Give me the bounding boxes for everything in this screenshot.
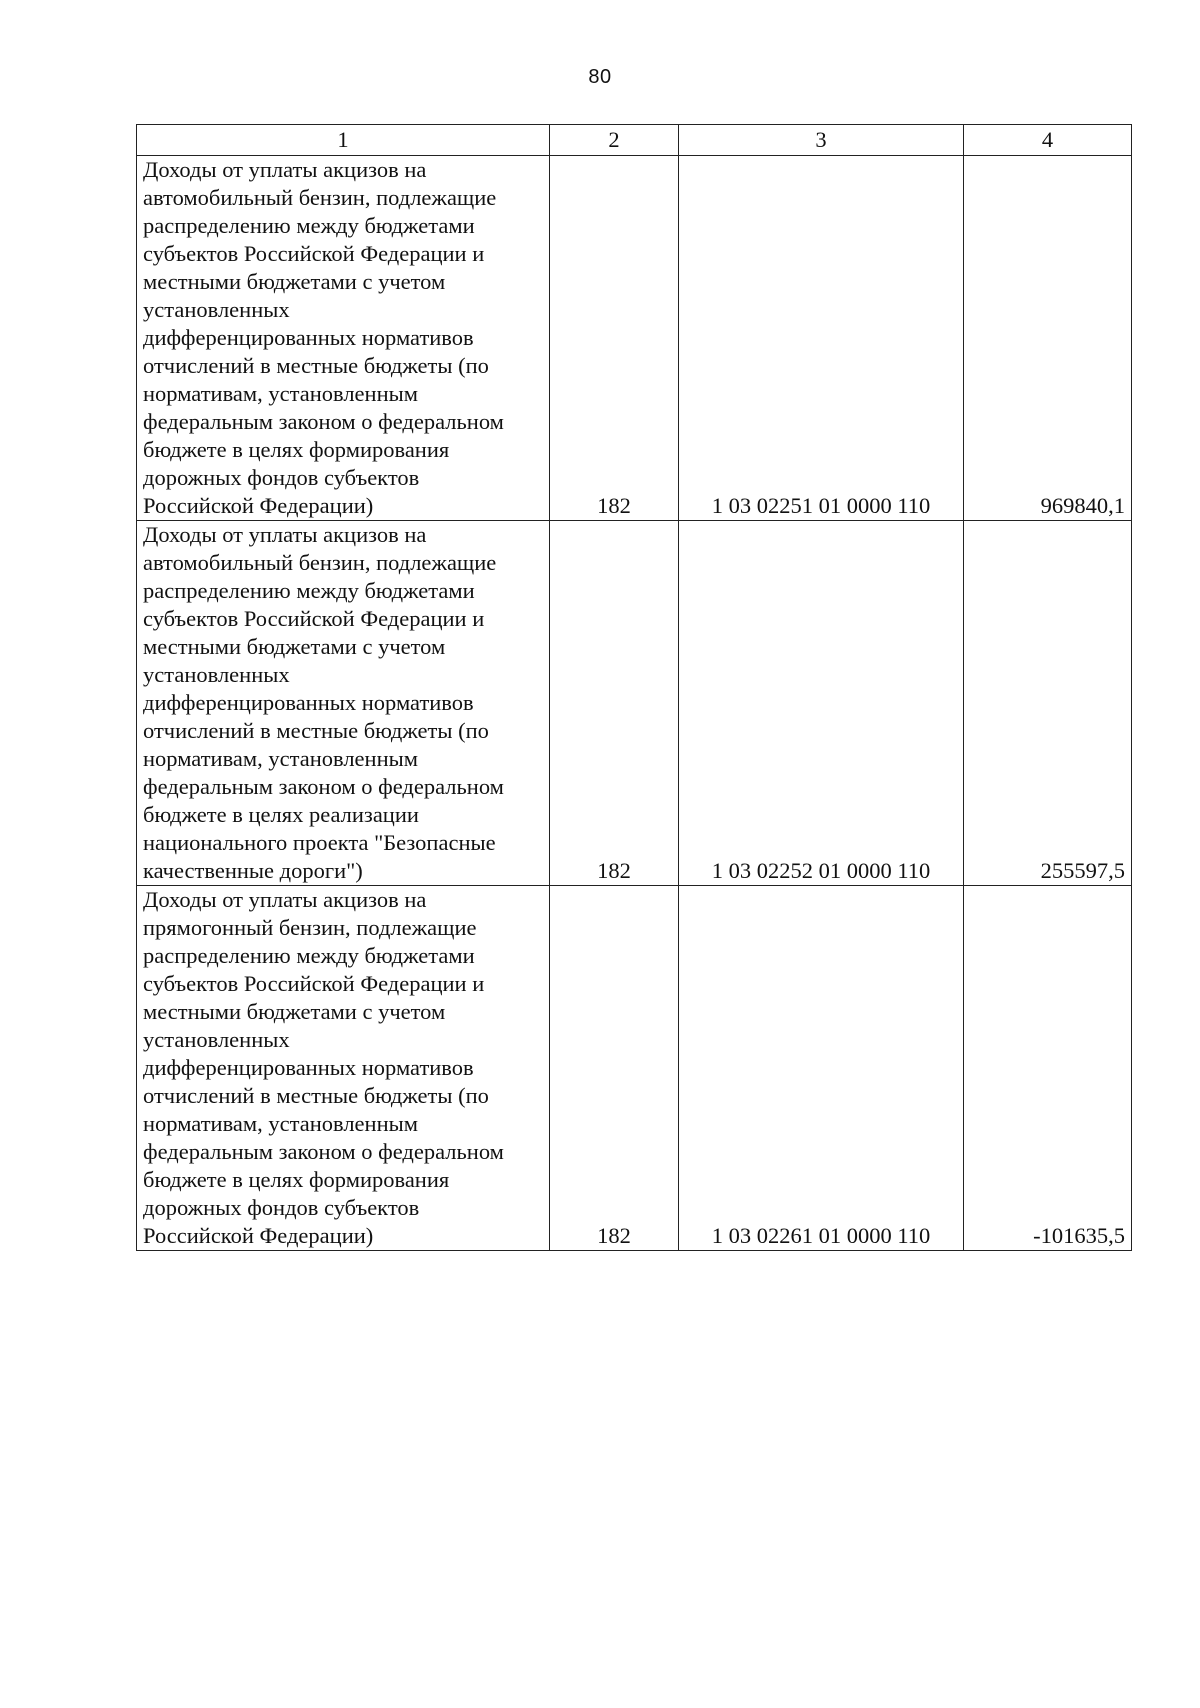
revenue-description bbox=[137, 886, 550, 1251]
table-row bbox=[137, 156, 1132, 521]
description-line: субъектов Российской Федерации и bbox=[143, 606, 485, 631]
description-line: дифференцированных нормативов bbox=[143, 690, 474, 715]
description-line: федеральным законом о федеральном bbox=[143, 774, 504, 799]
description-line: качественные дороги") bbox=[143, 858, 363, 883]
description-line: бюджете в целях реализации bbox=[143, 802, 419, 827]
description-line: местными бюджетами с учетом bbox=[143, 269, 446, 294]
description-line: нормативам, установленным bbox=[143, 381, 418, 406]
revenue-description bbox=[137, 521, 550, 886]
description-line: национального проекта "Безопасные bbox=[143, 830, 496, 855]
table-header bbox=[137, 125, 1132, 156]
administrator-code: 182 bbox=[550, 156, 679, 521]
description-line: местными бюджетами с учетом bbox=[143, 999, 446, 1024]
page-number: 80 bbox=[588, 66, 612, 88]
budget-classification-code: 1 03 02261 01 0000 110 bbox=[679, 886, 964, 1251]
budget-classification-code: 1 03 02251 01 0000 110 bbox=[679, 156, 964, 521]
description-line: субъектов Российской Федерации и bbox=[143, 971, 485, 996]
revenue-description bbox=[137, 156, 550, 521]
column-header-2: 2 bbox=[550, 125, 679, 156]
description-line: распределению между бюджетами bbox=[143, 578, 475, 603]
administrator-code: 182 bbox=[550, 521, 679, 886]
description-line: автомобильный бензин, подлежащие bbox=[143, 185, 497, 210]
description-line: местными бюджетами с учетом bbox=[143, 634, 446, 659]
description-line: субъектов Российской Федерации и bbox=[143, 241, 485, 266]
description-line: нормативам, установленным bbox=[143, 1111, 418, 1136]
description-line: установленных bbox=[143, 297, 290, 322]
description-line: дифференцированных нормативов bbox=[143, 1055, 474, 1080]
description-line: Российской Федерации) bbox=[143, 1223, 374, 1248]
description-line: отчислений в местные бюджеты (по bbox=[143, 353, 489, 378]
description-line: федеральным законом о федеральном bbox=[143, 409, 504, 434]
column-header-1: 1 bbox=[137, 125, 550, 156]
amount-value: 255597,5 bbox=[964, 521, 1132, 886]
header-row bbox=[137, 125, 1132, 156]
column-header-4: 4 bbox=[964, 125, 1132, 156]
description-line: дифференцированных нормативов bbox=[143, 325, 474, 350]
description-line: бюджете в целях формирования bbox=[143, 437, 450, 462]
column-header-3: 3 bbox=[679, 125, 964, 156]
description-line: дорожных фондов субъектов bbox=[143, 1195, 420, 1220]
budget-classification-code: 1 03 02252 01 0000 110 bbox=[679, 521, 964, 886]
table-row bbox=[137, 886, 1132, 1251]
description-line: распределению между бюджетами bbox=[143, 213, 475, 238]
description-line: установленных bbox=[143, 1027, 290, 1052]
description-line: Доходы от уплаты акцизов на bbox=[143, 522, 427, 547]
description-line: прямогонный бензин, подлежащие bbox=[143, 915, 477, 940]
description-line: Доходы от уплаты акцизов на bbox=[143, 887, 427, 912]
amount-value: 969840,1 bbox=[964, 156, 1132, 521]
table-row bbox=[137, 521, 1132, 886]
description-line: Российской Федерации) bbox=[143, 493, 374, 518]
description-line: федеральным законом о федеральном bbox=[143, 1139, 504, 1164]
description-line: отчислений в местные бюджеты (по bbox=[143, 718, 489, 743]
description-line: отчислений в местные бюджеты (по bbox=[143, 1083, 489, 1108]
amount-value: -101635,5 bbox=[964, 886, 1132, 1251]
revenue-table bbox=[136, 124, 1132, 1251]
administrator-code: 182 bbox=[550, 886, 679, 1251]
description-line: нормативам, установленным bbox=[143, 746, 418, 771]
table-body bbox=[137, 156, 1132, 1251]
description-line: дорожных фондов субъектов bbox=[143, 465, 420, 490]
description-line: Доходы от уплаты акцизов на bbox=[143, 157, 427, 182]
description-line: распределению между бюджетами bbox=[143, 943, 475, 968]
description-line: бюджете в целях формирования bbox=[143, 1167, 450, 1192]
description-line: автомобильный бензин, подлежащие bbox=[143, 550, 497, 575]
description-line: установленных bbox=[143, 662, 290, 687]
